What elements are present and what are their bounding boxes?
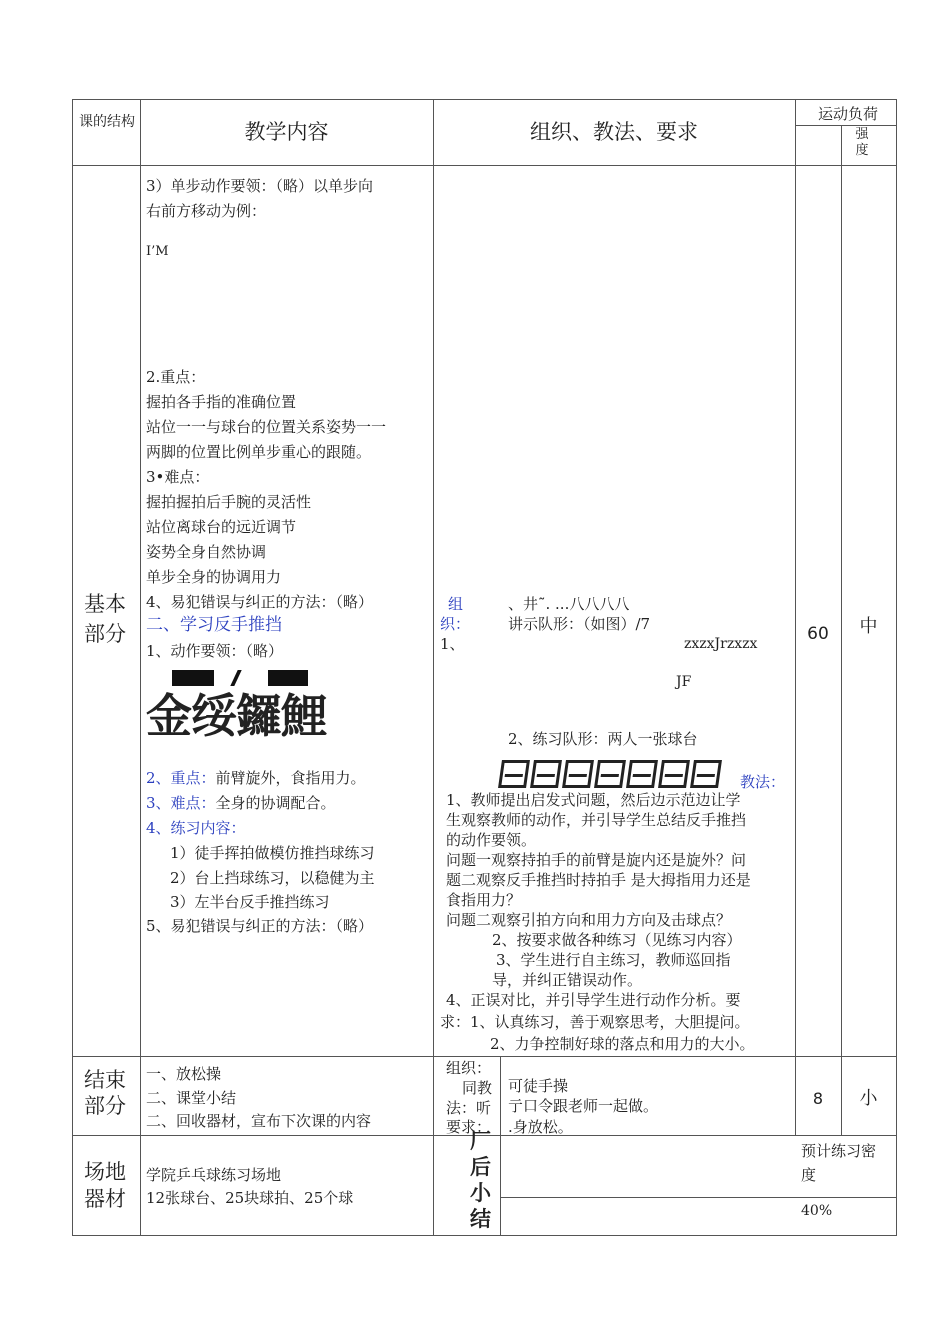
summary-char-1: 厂 (470, 1129, 491, 1153)
practice-formation: 2、练习队形：两人一张球台 (508, 730, 698, 748)
practice-item-3: 3）左半台反手推挡练习 (170, 893, 330, 911)
density-label-1: 预计练习密 (801, 1142, 877, 1160)
table-figure (500, 760, 740, 794)
method-line-2: 生观察教师的动作，并引导学生总结反手推挡 (446, 811, 747, 829)
method-line-11: 4、正误对比，并引导学生进行动作分析。要 (446, 991, 741, 1009)
practice-label: 4、练习内容： (146, 819, 246, 837)
ending-item-1: 一、放松操 (146, 1065, 222, 1083)
org-formation: 讲示队形：（如图）/7 (508, 615, 651, 633)
diff-label: 3、难点： (146, 794, 216, 812)
ending-item-3: 二、回收器材，宣布下次课的内容 (146, 1112, 372, 1130)
ending-item-2: 二、课堂小结 (146, 1089, 237, 1107)
content-line-2: 右前方移动为例： (146, 202, 267, 220)
org-symbols: 、井˜. ...八八八八 (508, 595, 630, 613)
method-line-1: 1、教师提出启发式问题，然后边示范边让学 (446, 791, 741, 809)
key-point (146, 766, 366, 791)
ending-org-text-1: 可徒手操 (508, 1077, 569, 1095)
header-load: 运动负荷 (817, 105, 878, 123)
header-content: 教学内容 (244, 120, 329, 144)
content-line-11: 姿势全身自然协调 (146, 543, 267, 561)
ending-org-4: 要求： (446, 1118, 492, 1136)
summary-label (470, 1128, 491, 1232)
content-line-12: 单步全身的协调用力 (146, 568, 282, 586)
ending-org-3: 法：听 (446, 1099, 492, 1117)
ending-label-line1: 结束 (84, 1068, 126, 1092)
ending-label (84, 1067, 126, 1119)
content-line-5: 握拍各手指的准确位置 (146, 393, 297, 411)
ending-org-1: 组织： (446, 1059, 492, 1077)
section2-title: 二、学习反手推挡 (146, 615, 282, 635)
key-label: 2、重点： (146, 769, 216, 787)
summary-char-4: 结 (470, 1207, 491, 1231)
big-glyphs: 金绥鑼鯉 (146, 689, 326, 743)
method-label: 教法： (740, 773, 786, 791)
basic-intensity-value: 中 (859, 616, 878, 637)
key-text: 前臂旋外，食指用力。 (215, 769, 366, 787)
basic-label-line2: 部分 (84, 622, 126, 646)
figure-bars (172, 670, 312, 688)
venue-line-1: 学院乒乓球练习场地 (146, 1166, 282, 1184)
org-label-2: 织： (440, 615, 471, 633)
venue-label-line1: 场地 (84, 1160, 126, 1184)
ending-org-text-3: .身放松。 (508, 1118, 573, 1136)
org-figure-1: zxzxJrzxzx (684, 636, 758, 652)
venue-label-line2: 器材 (84, 1187, 126, 1211)
method-line-10: 导，并纠正错误动作。 (492, 971, 643, 989)
method-line-13: 2、力争控制好球的落点和用力的大小。 (490, 1035, 755, 1053)
method-line-5: 题二观察反手推挡时持拍手 是大拇指用力还是 (446, 871, 751, 889)
content-line-10: 站位离球台的远近调节 (146, 518, 297, 536)
ending-label-line2: 部分 (84, 1094, 126, 1118)
org-figure-2: JF (676, 674, 692, 690)
difficulty-point (146, 791, 336, 816)
method-line-7: 问题二观察引拍方向和用力方向及击球点？ (446, 911, 732, 929)
section2-item1: 1、动作要领：（略） (146, 642, 284, 660)
header-organization: 组织、教法、要求 (530, 120, 698, 144)
density-label-2: 度 (801, 1166, 817, 1184)
basic-label-line1: 基本 (84, 592, 126, 616)
venue-line-2: 12张球台、25块球拍、25个球 (146, 1189, 354, 1207)
practice-item-1: 1）徒手挥拍做模仿推挡球练习 (170, 844, 375, 862)
header-intensity: 强度 (855, 127, 869, 158)
summary-char-3: 小 (470, 1181, 491, 1205)
org-number: 1、 (440, 635, 465, 653)
diff-text: 全身的协调配合。 (215, 794, 336, 812)
content-line-1: 3）单步动作要领：（略）以单步向 (146, 177, 374, 195)
header-structure: 课的结构 (79, 114, 135, 130)
method-line-9: 3、学生进行自主练习，教师巡回指 (496, 951, 731, 969)
density-value: 40% (801, 1203, 833, 1219)
content-line-13: 4、易犯错误与纠正的方法：（略） (146, 593, 374, 611)
content-line-9: 握拍握拍后手腕的灵活性 (146, 493, 312, 511)
basic-load-value: 60 (807, 624, 829, 644)
method-line-3: 的动作要领。 (446, 831, 537, 849)
content-line-3: I’M (146, 244, 169, 259)
content-line-4: 2.重点： (146, 368, 206, 386)
content-line-6: 站位一一与球台的位置关系姿势一一 (146, 418, 387, 436)
errors-line: 5、易犯错误与纠正的方法：（略） (146, 917, 374, 935)
ending-load-value: 8 (812, 1089, 824, 1108)
method-line-8: 2、按要求做各种练习（见练习内容） (492, 931, 742, 949)
ending-org-2: 同教 (462, 1079, 493, 1097)
content-line-8: 3•难点： (146, 468, 210, 486)
method-line-6: 食指用力？ (446, 891, 522, 909)
basic-label (84, 589, 126, 649)
summary-char-2: 后 (470, 1155, 491, 1179)
practice-item-2: 2）台上挡球练习，以稳健为主 (170, 869, 375, 887)
ending-intensity-value: 小 (859, 1088, 878, 1109)
org-label-1: 组 (448, 595, 464, 613)
venue-label (84, 1159, 126, 1213)
method-line-4: 问题一观察持拍手的前臂是旋内还是旋外？问 (446, 851, 747, 869)
method-line-12: 求：1、认真练习，善于观察思考，大胆提问。 (440, 1013, 750, 1031)
content-line-7: 两脚的位置比例单步重心的跟随。 (146, 443, 372, 461)
ending-org-text-2: 亍口令跟老师一起做。 (508, 1097, 659, 1115)
